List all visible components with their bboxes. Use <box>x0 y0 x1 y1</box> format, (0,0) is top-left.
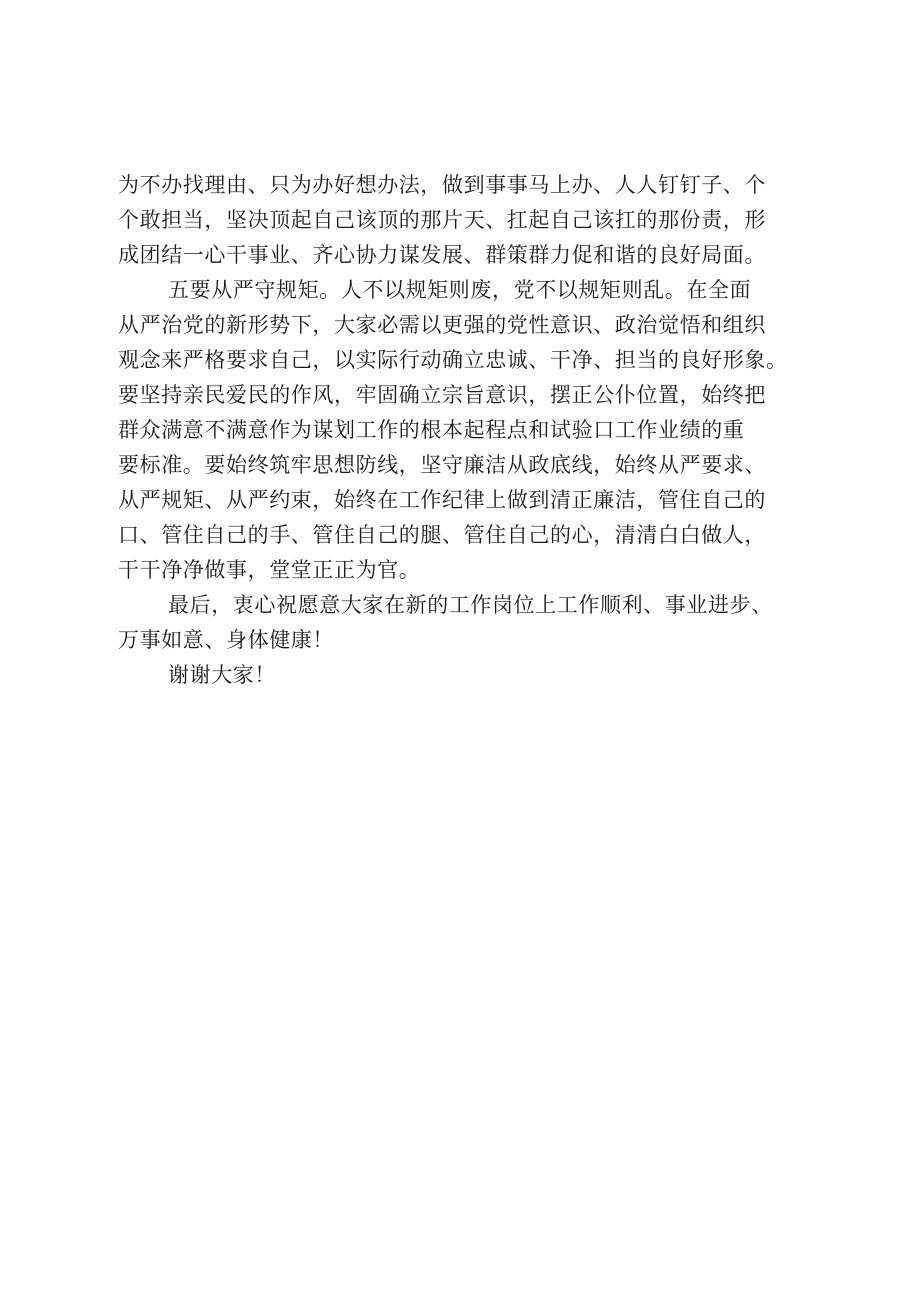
text-line: 口、管住自己的手、管住自己的腿、管住自己的心，清清白白做人， <box>118 523 766 547</box>
text-line: 干干净净做事，堂堂正正为官。 <box>118 558 421 582</box>
text-line: 群众满意不满意作为谋划工作的根本起程点和试验口工作业绩的重 <box>118 418 745 442</box>
text-line: 要标准。要始终筑牢思想防线，坚守廉洁从政底线，始终从严要求、 <box>118 453 766 477</box>
text-line: 要坚持亲民爱民的作风，牢固确立宗旨意识，摆正公仆位置，始终把 <box>118 383 766 407</box>
paragraph-continuation <box>118 168 818 273</box>
text-line: 万事如意、身体健康！ <box>118 628 334 652</box>
paragraph-thanks <box>118 658 818 693</box>
paragraph-five-rules <box>118 273 818 588</box>
text-line: 观念来严格要求自己，以实际行动确立忠诚、干净、担当的良好形象。 <box>118 348 788 372</box>
text-line: 五要从严守规矩。人不以规矩则废，党不以规矩则乱。在全面 <box>168 278 752 302</box>
document-body <box>118 168 818 693</box>
text-line: 个敢担当，坚决顶起自己该顶的那片天、扛起自己该扛的那份责，形 <box>118 208 766 232</box>
text-line: 为不办找理由、只为办好想办法，做到事事马上办、人人钉钉子、个 <box>118 173 766 197</box>
paragraph-closing-wishes <box>118 588 818 658</box>
text-line: 成团结一心干事业、齐心协力谋发展、群策群力促和谐的良好局面。 <box>118 243 766 267</box>
text-line: 从严治党的新形势下，大家必需以更强的党性意识、政治觉悟和组织 <box>118 313 766 337</box>
text-line: 最后，衷心祝愿意大家在新的工作岗位上工作顺利、事业进步、 <box>168 593 773 617</box>
text-line: 从严规矩、从严约束，始终在工作纪律上做到清正廉洁，管住自己的 <box>118 488 766 512</box>
text-line: 谢谢大家！ <box>168 663 276 687</box>
